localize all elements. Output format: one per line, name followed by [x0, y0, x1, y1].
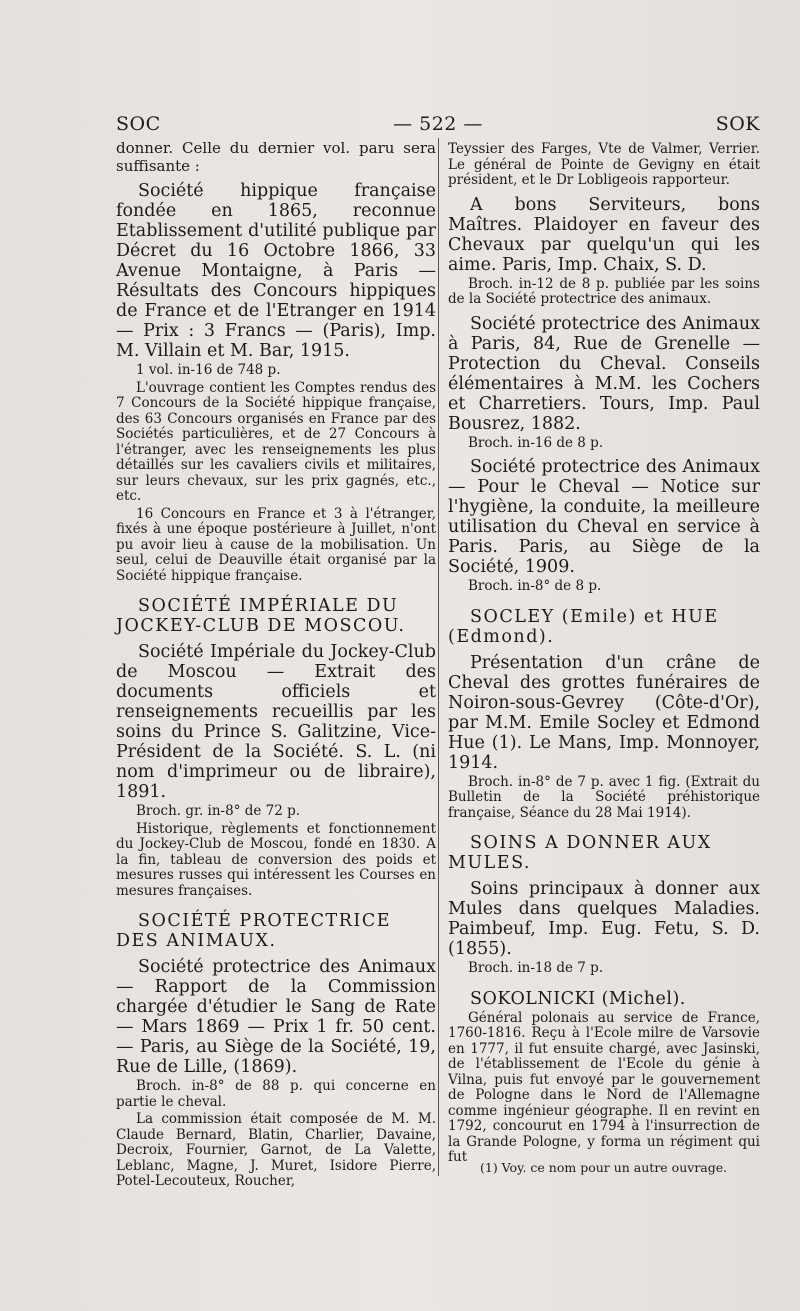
biography-note: Général polonais au service de France, 1760-1816. Reçu à l'Ecole milre de Varsovie en 1777, il fut ensuite chargé, avec Jasinski, de l'établissement de l'Ecole du génie à Vilna, puis fut envoyé par le gouvernement de Pologne dans le Nord de l'Allemagne comme ingénieur géographe. Il en revint en 1792, concourut en 1794 à l'insurrection de la Grande Pologne, y forma un régiment qui fut	[448, 1009, 760, 1165]
collation-note: Broch. gr. in-8° de 72 p.	[136, 803, 301, 819]
annotation: Historique, règlements et fonctionnement du Jockey-Club de Moscou, fondé en 1830. A la fin, tableau de conversion des poids et mesures russes qui intéressent les Courses en mesures françaises.	[116, 820, 436, 899]
bibliography-entry: Présentation d'un crâne de Cheval des grottes funéraires de Noiron-sous-Gevrey (Côte-d'Or), par M.M. Emile Socley et Edmond Hue (1). Le Mans, Imp. Monnoyer, 1914.	[448, 652, 760, 773]
bibliography-entry: Société protectrice des Animaux à Paris, 84, Rue de Grenelle — Protection du Cheval. Conseils élémentaires à M.M. les Cochers et Charretiers. Tours, Imp. Paul Bousrez, 1882.	[448, 313, 760, 434]
collation-note: Broch. in-8° de 8 p.	[468, 578, 602, 594]
left-column	[116, 140, 436, 1190]
collation-note: Broch. in-8° de 7 p. avec 1 fig. (Extrait du Bulletin de la Société préhistorique française, Séance du 28 Mai 1914).	[448, 773, 760, 821]
section-heading: SOKOLNICKI (Michel).	[470, 988, 686, 1009]
section-heading: SOINS A DONNER AUX MULES.	[448, 833, 712, 873]
header-right-keyword: SOK	[715, 113, 760, 135]
collation-note: 1 vol. in-16 de 748 p.	[136, 362, 281, 378]
section-heading: SOCLEY (Emile) et HUE (Edmond).	[448, 606, 719, 647]
paragraph: donner. Celle du dernier vol. paru sera suffisante :	[116, 139, 436, 175]
bibliography-entry: Société Impériale du Jockey-Club de Moscou — Extrait des documents officiels et renseignements recueillis par les soins du Prince S. Galitzine, Vice-Président de la Société. S. L. (ni nom d'imprimeur ou de libraire), 1891.	[116, 642, 436, 802]
annotation: L'ouvrage contient les Comptes rendus des 7 Concours de la Société hippique française, des 63 Concours organisés en France par des Sociétés particulières, et de 27 Concours à l'étranger, avec les renseignements les plus détaillés sur les cavaliers civils et militaires, sur leurs chevaux, sur les prix gagnés, etc., etc.	[116, 379, 436, 504]
collation-note: Broch. in-16 de 8 p.	[468, 434, 604, 451]
bibliography-entry: A bons Serviteurs, bons Maîtres. Plaidoyer en faveur des Chevaux par quelqu'un qui les aime. Paris, Imp. Chaix, S. D.	[448, 194, 760, 275]
header-left-keyword: SOC	[116, 113, 161, 135]
collation-note: Broch. in-8° de 88 p. qui concerne en partie le cheval.	[116, 1078, 436, 1110]
annotation: 16 Concours en France et 3 à l'étranger, fixés à une époque postérieure à Juillet, n'ont pu avoir lieu à cause de la mobilisation. Un seul, celui de Deauville était organisé par la Société hippique française.	[116, 505, 436, 584]
collation-note: Broch. in-12 de 8 p. publiée par les soins de la Société protectrice des animaux.	[448, 275, 760, 307]
collation-note: Broch. in-18 de 7 p.	[468, 960, 604, 976]
section-heading: SOCIÉTÉ IMPÉRIALE DU JOCKEY-CLUB DE MOSCOU.	[116, 596, 406, 636]
bibliography-entry: Société protectrice des Animaux — Pour le Cheval — Notice sur l'hygiène, la conduite, la meilleure utilisation du Cheval en service à Paris. Paris, au Siège de la Société, 1909.	[448, 457, 760, 577]
bibliography-entry: Soins principaux à donner aux Mules dans quelques Maladies. Paimbeuf, Imp. Eug. Fetu, S. D. (1855).	[448, 879, 760, 959]
bibliography-entry: Société protectrice des Animaux — Rapport de la Commission chargée d'étudier le Sang de Rate — Mars 1869 — Prix 1 fr. 50 cent. — Paris, au Siège de la Société, 19, Rue de Lille, (1869).	[116, 957, 436, 1077]
section-heading: SOCIÉTÉ PROTECTRICE DES ANIMAUX.	[116, 911, 391, 951]
running-head	[116, 113, 760, 137]
annotation-continued: Teyssier des Farges, Vte de Valmer, Verrier. Le général de Pointe de Gevigny en était président, et le Dr Lobligeois rapporteur.	[448, 141, 760, 188]
page-number: — 522 —	[393, 113, 483, 135]
bibliography-entry: Société hippique française fondée en 1865, reconnue Etablissement d'utilité publique par Décret du 16 Octobre 1866, 33 Avenue Montaigne, à Paris — Résultats des Concours hippiques de France et de l'Etranger en 1914 — Prix : 3 Francs — (Paris), Imp. M. Villain et M. Bar, 1915.	[116, 181, 436, 361]
column-divider	[438, 138, 439, 1176]
annotation: La commission était composée de M. M. Claude Bernard, Blatin, Charlier, Davaine, Decroix, Fournier, Garnot, de La Valette, Leblanc, Magne, J. Muret, Isidore Pierre, Potel-Lecouteux, Roucher,	[116, 1111, 436, 1189]
footnote: (1) Voy. ce nom pour un autre ouvrage.	[480, 1160, 728, 1175]
right-column	[448, 140, 760, 1166]
